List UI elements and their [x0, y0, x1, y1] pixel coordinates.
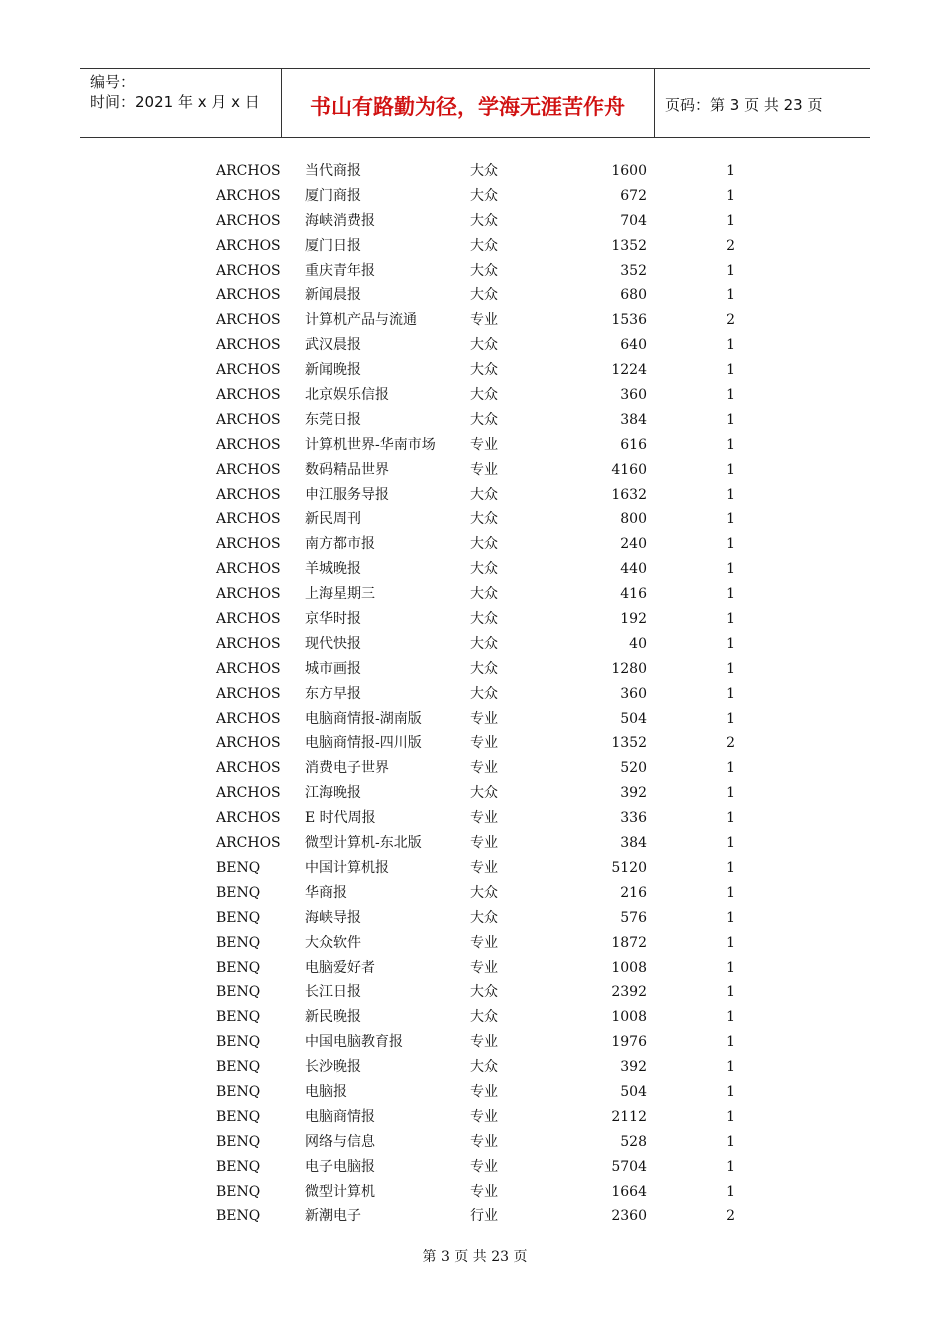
brand-cell: ARCHOS [216, 511, 281, 528]
brand-cell: ARCHOS [216, 337, 281, 354]
publication-cell: 中国计算机报 [305, 859, 389, 876]
page-header [80, 68, 870, 138]
brand-cell: ARCHOS [216, 486, 281, 503]
amount-cell: 520 [620, 760, 647, 777]
media-type-cell: 专业 [470, 810, 498, 827]
media-type-cell: 专业 [470, 312, 498, 329]
media-type-cell: 大众 [470, 337, 498, 354]
amount-cell: 1280 [611, 660, 647, 677]
publication-cell: 电脑爱好者 [305, 959, 375, 976]
amount-cell: 1224 [611, 362, 647, 379]
brand-cell: ARCHOS [216, 436, 281, 453]
amount-cell: 392 [620, 785, 647, 802]
publication-cell: 海峡消费报 [305, 212, 375, 229]
brand-cell: BENQ [216, 884, 261, 901]
brand-cell: BENQ [216, 934, 261, 951]
publication-cell: 微型计算机 [305, 1183, 375, 1200]
header-right-cell [655, 69, 870, 137]
count-cell: 1 [726, 337, 735, 354]
publication-cell: 新民周刊 [305, 511, 361, 528]
publication-cell: 电脑商情报-湖南版 [305, 710, 422, 727]
publication-cell: E 时代周报 [305, 810, 376, 827]
table-row [0, 956, 950, 981]
brand-cell: ARCHOS [216, 461, 281, 478]
count-cell: 1 [726, 835, 735, 852]
table-row [0, 1080, 950, 1105]
media-type-cell: 大众 [470, 785, 498, 802]
publication-cell: 上海星期三 [305, 586, 375, 603]
media-type-cell: 大众 [470, 984, 498, 1001]
count-cell: 1 [726, 486, 735, 503]
table-row [0, 831, 950, 856]
media-type-cell: 专业 [470, 934, 498, 951]
media-table [0, 159, 950, 1229]
publication-cell: 厦门商报 [305, 187, 361, 204]
brand-cell: ARCHOS [216, 611, 281, 628]
count-cell: 1 [726, 1158, 735, 1175]
amount-cell: 640 [620, 337, 647, 354]
table-row [0, 980, 950, 1005]
amount-cell: 672 [620, 187, 647, 204]
brand-cell: ARCHOS [216, 835, 281, 852]
amount-cell: 2360 [611, 1208, 647, 1225]
count-cell: 1 [726, 536, 735, 553]
count-cell: 1 [726, 1183, 735, 1200]
brand-cell: ARCHOS [216, 262, 281, 279]
brand-cell: ARCHOS [216, 212, 281, 229]
page-footer [0, 1246, 950, 1266]
media-type-cell: 大众 [470, 1009, 498, 1026]
count-cell: 1 [726, 635, 735, 652]
count-cell: 1 [726, 362, 735, 379]
count-cell: 1 [726, 212, 735, 229]
table-row [0, 1055, 950, 1080]
table-row [0, 806, 950, 831]
brand-cell: ARCHOS [216, 287, 281, 304]
brand-cell: BENQ [216, 909, 261, 926]
media-type-cell: 大众 [470, 362, 498, 379]
publication-cell: 南方都市报 [305, 536, 375, 553]
publication-cell: 海峡导报 [305, 909, 361, 926]
count-cell: 1 [726, 1133, 735, 1150]
publication-cell: 北京娱乐信报 [305, 387, 389, 404]
table-row [0, 1130, 950, 1155]
publication-cell: 东莞日报 [305, 411, 361, 428]
table-row [0, 1204, 950, 1229]
brand-cell: ARCHOS [216, 312, 281, 329]
count-cell: 1 [726, 411, 735, 428]
table-row [0, 308, 950, 333]
count-cell: 1 [726, 660, 735, 677]
publication-cell: 新民晚报 [305, 1009, 361, 1026]
table-row [0, 209, 950, 234]
brand-cell: BENQ [216, 1133, 261, 1150]
count-cell: 1 [726, 685, 735, 702]
table-row [0, 283, 950, 308]
header-left-cell [80, 69, 282, 137]
amount-cell: 216 [620, 884, 647, 901]
amount-cell: 2392 [611, 984, 647, 1001]
table-row [0, 931, 950, 956]
publication-cell: 羊城晚报 [305, 561, 361, 578]
media-type-cell: 专业 [470, 710, 498, 727]
amount-cell: 680 [620, 287, 647, 304]
count-cell: 1 [726, 1083, 735, 1100]
media-type-cell: 专业 [470, 1183, 498, 1200]
count-cell: 1 [726, 187, 735, 204]
count-cell: 1 [726, 561, 735, 578]
brand-cell: ARCHOS [216, 660, 281, 677]
media-type-cell: 大众 [470, 586, 498, 603]
table-row [0, 1180, 950, 1205]
amount-cell: 392 [620, 1059, 647, 1076]
amount-cell: 352 [620, 262, 647, 279]
count-cell: 1 [726, 785, 735, 802]
table-row [0, 408, 950, 433]
count-cell: 1 [726, 1009, 735, 1026]
count-cell: 1 [726, 611, 735, 628]
count-cell: 1 [726, 1059, 735, 1076]
media-type-cell: 专业 [470, 1083, 498, 1100]
media-type-cell: 大众 [470, 163, 498, 179]
table-row [0, 657, 950, 682]
table-row [0, 234, 950, 259]
count-cell: 1 [726, 909, 735, 926]
publication-cell: 城市画报 [305, 660, 361, 677]
table-row [0, 1105, 950, 1130]
amount-cell: 384 [620, 835, 647, 852]
media-type-cell: 大众 [470, 909, 498, 926]
brand-cell: ARCHOS [216, 685, 281, 702]
brand-cell: BENQ [216, 1183, 261, 1200]
media-type-cell: 专业 [470, 461, 498, 478]
count-cell: 1 [726, 710, 735, 727]
table-row [0, 881, 950, 906]
publication-cell: 武汉晨报 [305, 337, 361, 354]
media-type-cell: 大众 [470, 411, 498, 428]
brand-cell: ARCHOS [216, 710, 281, 727]
table-row [0, 532, 950, 557]
amount-cell: 504 [620, 1083, 647, 1100]
table-row [0, 1030, 950, 1055]
publication-cell: 重庆青年报 [305, 262, 375, 279]
publication-cell: 网络与信息 [305, 1133, 375, 1150]
amount-cell: 1008 [611, 959, 647, 976]
publication-cell: 中国电脑教育报 [305, 1034, 403, 1051]
publication-cell: 申江服务导报 [305, 486, 389, 503]
table-row [0, 259, 950, 284]
media-type-cell: 大众 [470, 685, 498, 702]
header-motto: 书山有路勤为径，学海无涯苦作舟 [310, 95, 625, 119]
brand-cell: ARCHOS [216, 561, 281, 578]
brand-cell: BENQ [216, 1158, 261, 1175]
brand-cell: BENQ [216, 1034, 261, 1051]
amount-cell: 528 [620, 1133, 647, 1150]
header-middle-cell [281, 69, 655, 137]
table-row [0, 557, 950, 582]
brand-cell: BENQ [216, 1108, 261, 1125]
table-row [0, 781, 950, 806]
count-cell: 1 [726, 884, 735, 901]
media-type-cell: 大众 [470, 536, 498, 553]
table-row [0, 607, 950, 632]
publication-cell: 当代商报 [305, 163, 361, 179]
media-type-cell: 大众 [470, 884, 498, 901]
amount-cell: 416 [620, 586, 647, 603]
amount-cell: 2112 [611, 1108, 647, 1125]
amount-cell: 384 [620, 411, 647, 428]
count-cell: 1 [726, 436, 735, 453]
table-row [0, 756, 950, 781]
amount-cell: 5120 [611, 859, 647, 876]
brand-cell: ARCHOS [216, 760, 281, 777]
media-type-cell: 大众 [470, 212, 498, 229]
brand-cell: ARCHOS [216, 635, 281, 652]
table-row [0, 483, 950, 508]
table-row [0, 507, 950, 532]
amount-cell: 4160 [611, 461, 647, 478]
publication-cell: 电脑报 [305, 1083, 347, 1100]
brand-cell: ARCHOS [216, 785, 281, 802]
publication-cell: 电脑商情报 [305, 1108, 375, 1125]
amount-cell: 360 [620, 685, 647, 702]
count-cell: 1 [726, 984, 735, 1001]
publication-cell: 新闻晚报 [305, 362, 361, 379]
publication-cell: 新潮电子 [305, 1208, 361, 1225]
amount-cell: 1664 [611, 1183, 647, 1200]
publication-cell: 长沙晚报 [305, 1059, 361, 1076]
brand-cell: BENQ [216, 984, 261, 1001]
brand-cell: BENQ [216, 1208, 261, 1225]
brand-cell: ARCHOS [216, 411, 281, 428]
table-row [0, 1155, 950, 1180]
amount-cell: 240 [620, 536, 647, 553]
media-type-cell: 大众 [470, 660, 498, 677]
table-row [0, 632, 950, 657]
brand-cell: ARCHOS [216, 237, 281, 254]
media-type-cell: 专业 [470, 760, 498, 777]
count-cell: 1 [726, 387, 735, 404]
amount-cell: 1536 [611, 312, 647, 329]
media-type-cell: 专业 [470, 835, 498, 852]
amount-cell: 616 [620, 436, 647, 453]
brand-cell: BENQ [216, 859, 261, 876]
count-cell: 1 [726, 859, 735, 876]
table-row [0, 433, 950, 458]
publication-cell: 京华时报 [305, 611, 361, 628]
table-row [0, 184, 950, 209]
table-row [0, 159, 950, 184]
amount-cell: 5704 [611, 1158, 647, 1175]
table-row [0, 682, 950, 707]
count-cell: 1 [726, 1108, 735, 1125]
media-type-cell: 大众 [470, 635, 498, 652]
table-row [0, 707, 950, 732]
media-type-cell: 大众 [470, 561, 498, 578]
publication-cell: 消费电子世界 [305, 760, 389, 777]
count-cell: 1 [726, 1034, 735, 1051]
publication-cell: 计算机产品与流通 [305, 312, 417, 329]
count-cell: 1 [726, 287, 735, 304]
table-row [0, 383, 950, 408]
footer-page-number: 第 3 页 共 23 页 [422, 1249, 528, 1265]
amount-cell: 1352 [611, 735, 647, 752]
table-row [0, 333, 950, 358]
brand-cell: ARCHOS [216, 536, 281, 553]
publication-cell: 新闻晨报 [305, 287, 361, 304]
amount-cell: 1352 [611, 237, 647, 254]
publication-cell: 大众软件 [305, 934, 361, 951]
media-type-cell: 大众 [470, 187, 498, 204]
count-cell: 1 [726, 959, 735, 976]
media-type-cell: 专业 [470, 1034, 498, 1051]
amount-cell: 1976 [611, 1034, 647, 1051]
brand-cell: ARCHOS [216, 387, 281, 404]
count-cell: 1 [726, 262, 735, 279]
publication-cell: 数码精品世界 [305, 461, 389, 478]
table-row [0, 856, 950, 881]
count-cell: 1 [726, 586, 735, 603]
media-type-cell: 大众 [470, 1059, 498, 1076]
media-type-cell: 专业 [470, 1158, 498, 1175]
count-cell: 1 [726, 934, 735, 951]
brand-cell: ARCHOS [216, 810, 281, 827]
document-number-label: 编号： [90, 73, 136, 91]
brand-cell: ARCHOS [216, 362, 281, 379]
amount-cell: 504 [620, 710, 647, 727]
amount-cell: 1600 [611, 163, 647, 179]
table-row [0, 582, 950, 607]
header-page-info: 页码：第 3 页 共 23 页 [665, 96, 823, 114]
table-row [0, 906, 950, 931]
media-type-cell: 专业 [470, 859, 498, 876]
brand-cell: BENQ [216, 959, 261, 976]
table-row [0, 358, 950, 383]
media-type-cell: 大众 [470, 387, 498, 404]
amount-cell: 1632 [611, 486, 647, 503]
count-cell: 1 [726, 810, 735, 827]
brand-cell: BENQ [216, 1083, 261, 1100]
count-cell: 2 [726, 312, 735, 329]
count-cell: 1 [726, 163, 735, 179]
publication-cell: 电子电脑报 [305, 1158, 375, 1175]
brand-cell: ARCHOS [216, 163, 281, 179]
media-type-cell: 大众 [470, 486, 498, 503]
publication-cell: 现代快报 [305, 635, 361, 652]
media-type-cell: 专业 [470, 436, 498, 453]
media-type-cell: 大众 [470, 511, 498, 528]
media-type-cell: 专业 [470, 735, 498, 752]
publication-cell: 东方早报 [305, 685, 361, 702]
publication-cell: 电脑商情报-四川版 [305, 735, 422, 752]
media-type-cell: 专业 [470, 959, 498, 976]
amount-cell: 440 [620, 561, 647, 578]
amount-cell: 800 [620, 511, 647, 528]
amount-cell: 40 [629, 635, 647, 652]
media-type-cell: 大众 [470, 287, 498, 304]
amount-cell: 1008 [611, 1009, 647, 1026]
document-date-label: 时间：2021 年 x 月 x 日 [90, 93, 260, 111]
table-row [0, 458, 950, 483]
count-cell: 2 [726, 237, 735, 254]
amount-cell: 360 [620, 387, 647, 404]
publication-cell: 微型计算机-东北版 [305, 835, 422, 852]
publication-cell: 江海晚报 [305, 785, 361, 802]
table-row [0, 1005, 950, 1030]
amount-cell: 704 [620, 212, 647, 229]
amount-cell: 1872 [611, 934, 647, 951]
count-cell: 1 [726, 760, 735, 777]
brand-cell: BENQ [216, 1009, 261, 1026]
brand-cell: ARCHOS [216, 735, 281, 752]
count-cell: 2 [726, 735, 735, 752]
media-type-cell: 大众 [470, 611, 498, 628]
count-cell: 2 [726, 1208, 735, 1225]
brand-cell: ARCHOS [216, 586, 281, 603]
amount-cell: 576 [620, 909, 647, 926]
media-type-cell: 专业 [470, 1133, 498, 1150]
amount-cell: 192 [620, 611, 647, 628]
publication-cell: 长江日报 [305, 984, 361, 1001]
publication-cell: 华商报 [305, 884, 347, 901]
table-row [0, 731, 950, 756]
count-cell: 1 [726, 511, 735, 528]
brand-cell: ARCHOS [216, 187, 281, 204]
amount-cell: 336 [620, 810, 647, 827]
media-type-cell: 大众 [470, 237, 498, 254]
publication-cell: 计算机世界-华南市场 [305, 436, 436, 453]
brand-cell: BENQ [216, 1059, 261, 1076]
publication-cell: 厦门日报 [305, 237, 361, 254]
media-type-cell: 行业 [470, 1208, 498, 1225]
media-type-cell: 专业 [470, 1108, 498, 1125]
media-type-cell: 大众 [470, 262, 498, 279]
count-cell: 1 [726, 461, 735, 478]
